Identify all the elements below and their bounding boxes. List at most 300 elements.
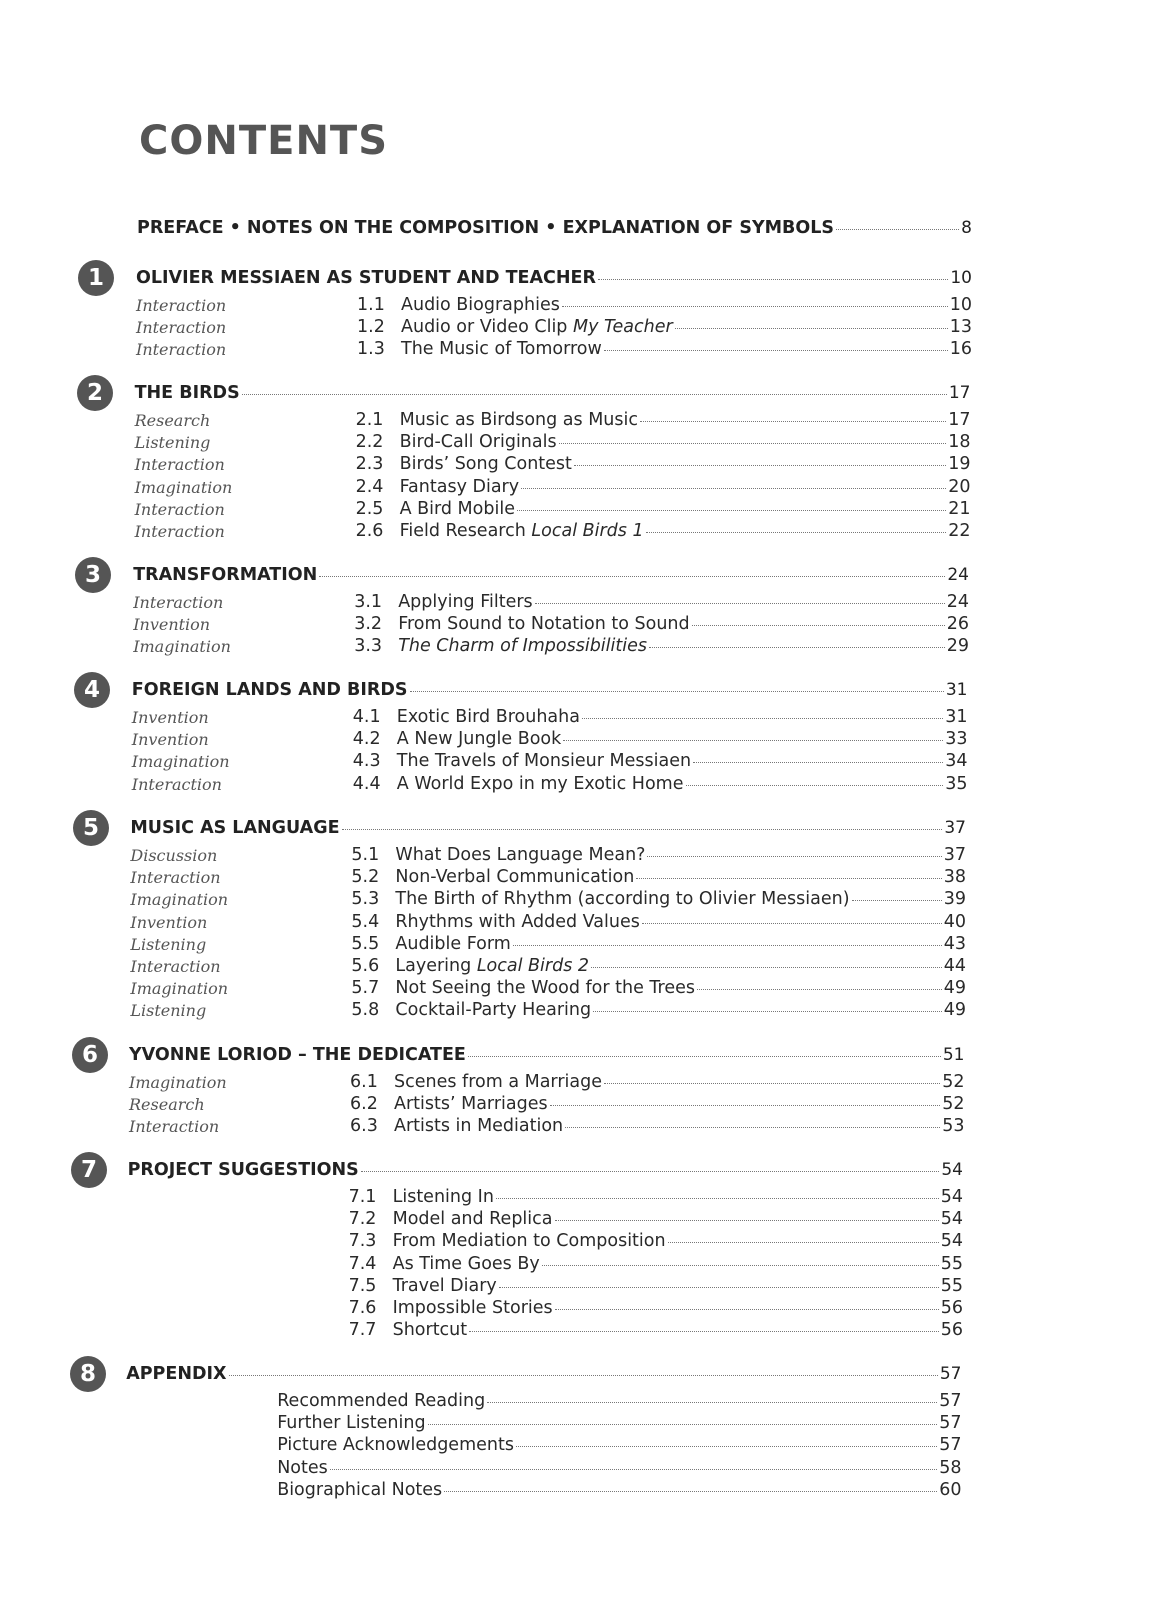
- dot-leader: [562, 306, 948, 307]
- toc-entry-italic-title: Local Birds 2: [476, 956, 590, 976]
- toc-entry-text: Birds’ Song Contest: [399, 454, 572, 475]
- dot-leader: [563, 740, 943, 741]
- dot-leader: [852, 900, 942, 901]
- toc-category-label: Interaction: [130, 868, 221, 888]
- toc-entry-text: From Sound to Notation to Sound: [398, 614, 690, 635]
- toc-entry-text: Picture Acknowledgements: [277, 1435, 514, 1456]
- toc-chapter-7[interactable]: [128, 1160, 963, 1182]
- dot-leader: [550, 1105, 941, 1106]
- toc-chapter-3[interactable]: [133, 565, 969, 587]
- toc-entry[interactable]: [356, 499, 971, 521]
- dot-leader: [542, 1265, 939, 1266]
- dot-leader: [242, 394, 947, 395]
- dot-leader: [555, 1309, 939, 1310]
- dot-leader: [693, 762, 943, 763]
- toc-entry-number: 2.5: [355, 498, 384, 519]
- toc-page-number: 43: [943, 933, 966, 954]
- toc-page-number: 16: [949, 339, 972, 360]
- toc-entry-title: [353, 751, 691, 771]
- toc-category-label: Invention: [131, 708, 209, 727]
- toc-entry-text: Exotic Bird Brouhaha: [396, 707, 580, 727]
- toc-entry-title: [351, 845, 645, 865]
- dot-leader: [646, 532, 947, 533]
- toc-category-label: Research: [134, 411, 211, 430]
- toc-entry-text: The Music of Tomorrow: [401, 339, 602, 360]
- toc-entry-title: [351, 1000, 591, 1020]
- toc-page-number: 55: [940, 1253, 963, 1274]
- toc-entry-title: [350, 1094, 548, 1114]
- toc-entry-text: Audio or Video Clip: [401, 317, 573, 338]
- toc-entry-text: Applying Filters: [398, 592, 533, 612]
- toc-entry-number: 7.2: [348, 1209, 377, 1230]
- toc-page-number: 49: [943, 978, 966, 999]
- toc-category-label: Interaction: [131, 774, 222, 794]
- toc-page-number: 56: [940, 1298, 963, 1318]
- toc-page-number: 24: [947, 565, 969, 585]
- dot-leader: [697, 989, 942, 990]
- toc-entry[interactable]: [349, 1298, 963, 1320]
- toc-entry-title: [354, 636, 647, 656]
- toc-page-number: 54: [941, 1160, 963, 1180]
- toc-entry-title: [277, 1391, 485, 1411]
- toc-entry[interactable]: [277, 1413, 961, 1435]
- toc-entry-title: [353, 707, 580, 727]
- dot-leader: [598, 279, 948, 280]
- toc-entry[interactable]: [351, 889, 966, 911]
- toc-entry[interactable]: [356, 410, 971, 432]
- toc-category-label: Interaction: [134, 455, 225, 475]
- toc-entry[interactable]: [357, 295, 972, 317]
- toc-page-number: 57: [939, 1413, 962, 1434]
- toc-page-number: 26: [946, 614, 969, 635]
- toc-entry[interactable]: [356, 454, 971, 476]
- toc-entry-title: [353, 729, 561, 749]
- toc-page-number: 33: [945, 729, 968, 750]
- toc-category-label: Invention: [133, 615, 211, 635]
- toc-entry-number: 5.2: [351, 867, 380, 888]
- toc-entry-text: Not Seeing the Wood for the Trees: [395, 978, 696, 999]
- dot-leader: [559, 443, 947, 444]
- toc-entry-title: [354, 592, 533, 612]
- toc-entry-text: Rhythms with Added Values: [395, 911, 640, 932]
- toc-entry-text: Fantasy Diary: [399, 476, 520, 497]
- toc-entry-text: Bird-Call Originals: [399, 432, 557, 453]
- toc-entry-title: [349, 1320, 468, 1340]
- toc-category-label: Imagination: [130, 979, 229, 999]
- toc-page-number: 39: [943, 889, 966, 910]
- toc-category-label: Research: [129, 1095, 205, 1115]
- toc-entry[interactable]: [277, 1458, 961, 1480]
- toc-chapter-1[interactable]: [136, 268, 972, 290]
- toc-category-label: Imagination: [133, 637, 231, 657]
- toc-entry-number: 6.3: [350, 1116, 378, 1137]
- toc-entry-number: 7.1: [348, 1187, 377, 1207]
- toc-page-number: 31: [945, 707, 968, 727]
- toc-entry-title: [351, 956, 589, 976]
- toc-page-number: 56: [940, 1320, 963, 1341]
- toc-category-label: Imagination: [130, 890, 229, 910]
- toc-entry-italic-title: My Teacher: [572, 317, 673, 338]
- toc-entry-number: 2.4: [355, 476, 384, 497]
- toc-page-number: 17: [948, 383, 971, 403]
- toc-page-number: 10: [949, 295, 972, 315]
- toc-chapter-8[interactable]: [126, 1364, 961, 1386]
- toc-category-label: Interaction: [130, 957, 221, 976]
- toc-entry-number: 7.3: [348, 1231, 377, 1252]
- dot-leader: [582, 718, 943, 719]
- dot-leader: [499, 1287, 939, 1288]
- toc-entry-text: Cocktail-Party Hearing: [395, 1000, 592, 1021]
- toc-chapter-title: TRANSFORMATION: [133, 565, 318, 585]
- toc-chapter-title: FOREIGN LANDS AND BIRDS: [131, 680, 408, 700]
- toc-chapter-6[interactable]: [129, 1045, 965, 1067]
- dot-leader: [574, 465, 946, 466]
- toc-page-number: 24: [946, 592, 969, 612]
- toc-entry-number: 3.3: [354, 636, 383, 657]
- toc-entry-title: [277, 1435, 514, 1455]
- dot-leader: [642, 923, 942, 924]
- toc-entry[interactable]: [353, 774, 968, 796]
- toc-entry[interactable]: [349, 1320, 963, 1342]
- toc-entry-text: Listening In: [392, 1187, 494, 1207]
- toc-entry-number: 7.4: [348, 1253, 377, 1274]
- toc-entry-number: 2.6: [355, 521, 384, 541]
- toc-chapter-5[interactable]: [130, 818, 966, 840]
- toc-entry-title: [349, 1231, 666, 1251]
- toc-entry[interactable]: [353, 729, 968, 751]
- toc-entry[interactable]: [351, 1000, 966, 1022]
- toc-category-label: Listening: [130, 1001, 207, 1021]
- toc-entry-text: From Mediation to Composition: [392, 1231, 666, 1252]
- toc-page-number: 60: [939, 1479, 962, 1500]
- toc-entry-title: [351, 889, 849, 909]
- toc-page-number: 53: [942, 1116, 965, 1137]
- page-title: CONTENTS: [139, 118, 389, 164]
- toc-entry-text: Audio Biographies: [401, 295, 560, 315]
- toc-entry[interactable]: [354, 592, 969, 614]
- toc-entry-number: 3.1: [354, 592, 383, 612]
- dot-leader: [330, 1469, 937, 1470]
- toc-entry-text: The Birth of Rhythm (according to Olivier Messiaen): [395, 889, 850, 910]
- toc-page-number: 37: [943, 845, 966, 865]
- dot-leader: [319, 576, 945, 577]
- toc-entry-number: 5.4: [351, 911, 380, 932]
- toc-entry[interactable]: [357, 339, 972, 361]
- toc-entry[interactable]: [354, 614, 969, 636]
- chapter-number-badge: 7: [71, 1152, 107, 1188]
- dot-leader: [593, 1011, 942, 1012]
- toc-entry[interactable]: [350, 1094, 965, 1116]
- toc-chapter-title: OLIVIER MESSIAEN AS STUDENT AND TEACHER: [136, 268, 596, 288]
- toc-category-label: Interaction: [133, 593, 224, 612]
- toc-entry-text: A World Expo in my Exotic Home: [396, 773, 684, 794]
- toc-entry-title: [357, 295, 560, 315]
- toc-entry-title: [356, 499, 515, 519]
- toc-page-number: 54: [940, 1187, 963, 1207]
- dot-leader: [342, 829, 943, 830]
- dot-leader: [555, 1220, 939, 1221]
- dot-leader: [516, 1446, 937, 1447]
- toc-entry-text: Layering: [395, 956, 477, 976]
- toc-entry-number: 5.6: [351, 956, 380, 976]
- toc-entry-number: 5.7: [351, 978, 380, 999]
- toc-page-number: 52: [942, 1072, 965, 1092]
- toc-entry[interactable]: [351, 845, 966, 867]
- toc-entry-title: [356, 432, 557, 452]
- dot-leader: [428, 1424, 938, 1425]
- toc-chapter-title: PROJECT SUGGESTIONS: [127, 1160, 359, 1180]
- toc-entry[interactable]: [350, 1072, 965, 1094]
- toc-entry-text: Impossible Stories: [392, 1298, 553, 1318]
- toc-entry-title: [349, 1298, 553, 1318]
- toc-page-number: 57: [939, 1391, 962, 1411]
- toc-entry[interactable]: [356, 477, 971, 499]
- toc-category-label: Interaction: [136, 318, 227, 338]
- dot-leader: [686, 785, 944, 786]
- toc-entry-text: A New Jungle Book: [396, 729, 562, 750]
- toc-category-label: Listening: [134, 433, 211, 453]
- chapter-number-badge: 8: [70, 1356, 106, 1392]
- toc-entry-text: Model and Replica: [392, 1209, 553, 1230]
- toc-entry-text: A Bird Mobile: [399, 498, 515, 519]
- toc-page-number: 34: [945, 751, 968, 772]
- toc-chapter-2[interactable]: [135, 383, 971, 405]
- toc-entry[interactable]: [354, 636, 969, 658]
- dot-leader: [565, 1127, 940, 1128]
- toc-entry[interactable]: [351, 934, 966, 956]
- toc-entry-title: [277, 1413, 425, 1433]
- toc-entry-number: 2.1: [355, 410, 384, 430]
- toc-entry-title: [356, 410, 638, 430]
- toc-entry-text: Recommended Reading: [277, 1391, 486, 1411]
- toc-entry[interactable]: [349, 1231, 963, 1253]
- dot-leader: [496, 1198, 939, 1199]
- toc-page-number: 55: [940, 1275, 963, 1296]
- dot-leader: [444, 1491, 937, 1492]
- dot-leader: [668, 1242, 939, 1243]
- toc-entry-number: 5.5: [351, 933, 380, 954]
- toc-entry[interactable]: [349, 1187, 963, 1209]
- toc-page-number: 51: [942, 1045, 965, 1065]
- dot-leader: [468, 1056, 941, 1057]
- toc-entry-number: 4.3: [352, 751, 381, 772]
- toc-entry-text: Scenes from a Marriage: [394, 1072, 602, 1092]
- toc-entry-italic-title: Local Birds 1: [531, 521, 644, 541]
- toc-entry-text: Shortcut: [392, 1320, 468, 1341]
- dot-leader: [361, 1171, 940, 1172]
- chapter-number-badge: 4: [74, 672, 110, 708]
- toc-entry[interactable]: [353, 707, 968, 729]
- chapter-number-badge: 1: [78, 260, 114, 296]
- toc-category-label: Interaction: [129, 1117, 220, 1137]
- toc-category-label: Invention: [131, 730, 209, 750]
- toc-entry-number: 2.2: [355, 432, 384, 453]
- dot-leader: [591, 967, 942, 968]
- toc-category-label: Interaction: [136, 296, 227, 315]
- toc-entry[interactable]: [351, 867, 966, 889]
- chapter-number-badge: 5: [73, 810, 109, 846]
- toc-entry-title: [351, 934, 510, 954]
- toc-chapter-title: YVONNE LORIOD – THE DEDICATEE: [129, 1045, 466, 1065]
- toc-entry-text: Audible Form: [395, 933, 511, 954]
- toc-chapter-4[interactable]: [132, 680, 968, 702]
- toc-entry-title: [351, 978, 695, 998]
- toc-page-number: 31: [945, 680, 968, 700]
- toc-entry-number: 4.2: [352, 729, 381, 750]
- toc-entry-number: 6.1: [350, 1072, 378, 1092]
- toc-entry-title: [353, 774, 684, 794]
- toc-chapter-title: APPENDIX: [126, 1364, 227, 1384]
- toc-page-number: 54: [940, 1231, 963, 1252]
- toc-category-label: Discussion: [130, 846, 218, 865]
- toc-entry-title: [351, 867, 634, 887]
- toc-entry[interactable]: [349, 1276, 963, 1298]
- toc-entry-title: [356, 454, 572, 474]
- toc-entry[interactable]: [351, 956, 966, 978]
- toc-entry[interactable]: [351, 912, 966, 934]
- toc-page-number: 18: [948, 432, 971, 453]
- toc-entry[interactable]: [277, 1435, 961, 1457]
- dot-leader: [469, 1331, 939, 1332]
- toc-entry-text: What Does Language Mean?: [395, 845, 646, 865]
- dot-leader: [692, 625, 945, 626]
- toc-entry-preface[interactable]: [137, 218, 972, 240]
- toc-page-number: 13: [949, 317, 972, 338]
- toc-entry-number: 2.3: [355, 454, 384, 475]
- toc-entry-title: [354, 614, 689, 634]
- toc-entry-text: As Time Goes By: [392, 1253, 540, 1274]
- dot-leader: [229, 1375, 938, 1376]
- toc-page-number: 21: [948, 498, 971, 519]
- toc-page-number: 44: [943, 956, 966, 976]
- dot-leader: [604, 1083, 940, 1084]
- toc-page-number: 40: [943, 911, 966, 932]
- dot-leader: [836, 229, 959, 230]
- toc-entry-number: 4.4: [352, 773, 381, 794]
- toc-entry-number: 5.3: [351, 889, 380, 910]
- toc-page-number: 20: [948, 476, 971, 497]
- toc-entry-text: The Travels of Monsieur Messiaen: [396, 751, 692, 772]
- dot-leader: [513, 945, 942, 946]
- dot-leader: [675, 328, 948, 329]
- toc-page-number: 49: [943, 1000, 966, 1021]
- toc-page-number: 54: [940, 1209, 963, 1230]
- toc-page-number: 52: [942, 1094, 965, 1115]
- toc-entry-title: [349, 1254, 540, 1274]
- chapter-number-badge: 2: [77, 375, 113, 411]
- toc-entry-number: 6.2: [350, 1094, 378, 1115]
- toc-entry-number: 1.2: [357, 317, 385, 338]
- toc-entry-title: [351, 912, 639, 932]
- toc-page-number: 29: [946, 636, 969, 657]
- toc-entry-title: [277, 1480, 442, 1500]
- toc-category-label: Imagination: [134, 477, 233, 497]
- dot-leader: [487, 1402, 937, 1403]
- toc-category-label: Listening: [130, 934, 207, 954]
- toc-entry-number: 4.1: [352, 707, 381, 727]
- toc-entry[interactable]: [357, 317, 972, 339]
- toc-page-number: 37: [944, 818, 966, 838]
- toc-entry[interactable]: [349, 1254, 963, 1276]
- toc-chapter-title: MUSIC AS LANGUAGE: [130, 818, 340, 838]
- toc-page-number: 10: [950, 268, 972, 288]
- toc-entry-text: Notes: [277, 1457, 328, 1478]
- dot-leader: [517, 510, 946, 511]
- toc-entry[interactable]: [350, 1116, 965, 1138]
- toc-entry-number: 7.6: [348, 1298, 377, 1318]
- toc-entry-italic-title: The Charm of Impossibilities: [398, 636, 647, 657]
- dot-leader: [604, 350, 948, 351]
- toc-entry[interactable]: [351, 978, 966, 1000]
- toc-page-number: 17: [948, 410, 971, 430]
- dot-leader: [521, 488, 946, 489]
- toc-entry[interactable]: [356, 521, 971, 543]
- toc-entry-number: 5.8: [351, 1000, 380, 1021]
- toc-entry-title: [349, 1209, 553, 1229]
- toc-entry-title: [357, 317, 673, 337]
- chapter-number-badge: 6: [72, 1037, 108, 1073]
- toc-page-number: 19: [948, 454, 971, 475]
- toc-page-number: 38: [943, 867, 966, 888]
- toc-entry-text: Music as Birdsong as Music: [399, 410, 638, 430]
- toc-entry-title: [350, 1072, 602, 1092]
- toc-category-label: Interaction: [134, 522, 225, 541]
- toc-entry-number: 3.2: [354, 614, 383, 635]
- dot-leader: [649, 647, 945, 648]
- toc-entry-number: 5.1: [351, 845, 380, 865]
- toc-page-number: 57: [939, 1435, 962, 1456]
- toc-entry-text: Biographical Notes: [277, 1479, 443, 1500]
- toc-entry-number: 7.7: [348, 1320, 377, 1341]
- dot-leader: [535, 603, 945, 604]
- toc-entry-title: [277, 1458, 328, 1478]
- toc-page-number: 35: [945, 773, 968, 794]
- dot-leader: [640, 421, 946, 422]
- toc-entry[interactable]: [356, 432, 971, 454]
- toc-entry[interactable]: [277, 1391, 961, 1413]
- chapter-number-badge: 3: [75, 557, 111, 593]
- toc-entry-title: [349, 1276, 497, 1296]
- toc-entry-text: Artists’ Marriages: [394, 1094, 548, 1115]
- toc-chapter-title: THE BIRDS: [134, 383, 240, 403]
- toc-page-number: 58: [939, 1457, 962, 1478]
- toc-entry-text: Field Research: [399, 521, 532, 541]
- toc-category-label: Interaction: [136, 340, 227, 360]
- toc-entry-title: PREFACE • NOTES ON THE COMPOSITION • EXPLANATION OF SYMBOLS: [137, 218, 835, 238]
- dot-leader: [647, 856, 941, 857]
- toc-entry-title: [357, 339, 602, 359]
- toc-entry-title: [356, 521, 644, 541]
- toc-entry-title: [356, 477, 520, 497]
- toc-entry-text: Artists in Mediation: [394, 1116, 564, 1137]
- toc-entry-text: Further Listening: [277, 1413, 426, 1434]
- dot-leader: [636, 878, 941, 879]
- toc-entry[interactable]: [349, 1209, 963, 1231]
- toc-entry[interactable]: [277, 1480, 961, 1502]
- toc-entry-number: 1.1: [357, 295, 385, 315]
- toc-entry-number: 1.3: [357, 339, 385, 360]
- toc-page-number: 8: [961, 218, 972, 238]
- toc-entry[interactable]: [353, 751, 968, 773]
- toc-entry-number: 7.5: [348, 1275, 377, 1296]
- toc-entry-title: [349, 1187, 494, 1207]
- toc-entry-title: [350, 1116, 563, 1136]
- toc-entry-text: Non-Verbal Communication: [395, 867, 635, 888]
- toc-category-label: Imagination: [129, 1073, 227, 1092]
- toc-entry-text: Travel Diary: [392, 1275, 497, 1296]
- dot-leader: [410, 691, 944, 692]
- toc-page-number: 22: [948, 521, 971, 541]
